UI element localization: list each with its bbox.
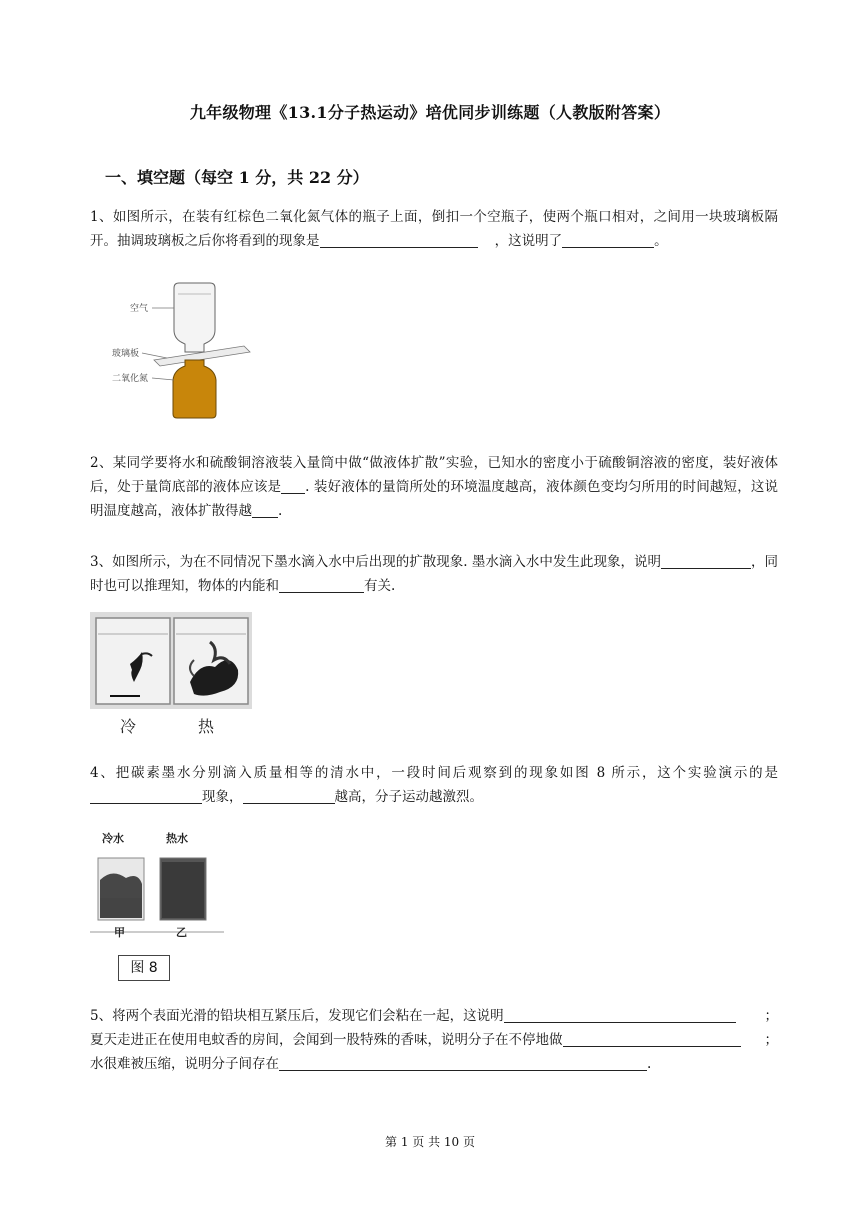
question-2	[90, 451, 778, 523]
q3-text-a: 3、如图所示，为在不同情况下墨水滴入水中后出现的扩散现象. 墨水滴入水中发生此现象，说明	[90, 554, 661, 570]
q5-text-c: 水很难被压缩，说明分子间存在	[90, 1056, 279, 1072]
q5-blank-3[interactable]	[279, 1055, 647, 1071]
q5-line-3	[90, 1052, 778, 1076]
q5-text-d: .	[647, 1056, 652, 1072]
label-jia: 甲	[114, 926, 125, 938]
q3-text-b: ，同时也可以推理知，物体的内能和	[90, 554, 778, 594]
question-5	[90, 1004, 778, 1076]
q4-text-a: 4、把碳素墨水分别滴入质量相等的清水中，一段时间后观察到的现象如图 8 所示，这个实验演示的是	[90, 765, 778, 781]
q5-blank-2[interactable]	[563, 1031, 741, 1047]
label-hot-water: 热水	[166, 832, 188, 845]
q1-blank-2[interactable]	[562, 232, 654, 248]
label-cold-water: 冷水	[102, 832, 124, 845]
q4-blank-1[interactable]	[90, 788, 202, 804]
figure-ink-beakers	[90, 612, 252, 737]
page-footer: 第 1 页 共 10 页	[385, 1135, 475, 1149]
q3-blank-2[interactable]	[279, 577, 364, 593]
section-heading: 一、填空题（每空 1 分，共 22 分）	[105, 168, 369, 187]
figure-bottles-no2	[112, 280, 282, 420]
q1-text-a: 1、如图所示，在装有红棕色二氧化氮气体的瓶子上面，倒扣一个空瓶子，使两个瓶口相对，之间用一块玻璃板隔开。抽调玻璃板之后你将看到的现象是	[90, 209, 778, 249]
q2-text-b: . 装好液体的量筒所处的环境温度越高，液体颜色变均匀所用的时间越短，这说明温度越高，液体扩散得越	[90, 479, 778, 519]
q3-text-c: 有关.	[364, 578, 396, 594]
q5-text-a: 5、将两个表面光滑的铅块相互紧压后，发现它们会粘在一起，这说明	[90, 1008, 504, 1024]
q4-blank-2[interactable]	[243, 788, 335, 804]
figure-water-beakers	[90, 828, 224, 938]
q2-blank-2[interactable]	[252, 502, 278, 518]
q5-line-1	[90, 1004, 778, 1028]
label-yi: 乙	[176, 926, 187, 938]
q2-blank-1[interactable]	[281, 478, 305, 494]
q1-blank-1[interactable]	[320, 232, 478, 248]
label-no2: 二氧化氮	[112, 374, 149, 384]
figure-8-label: 图 8	[118, 955, 170, 981]
q2-text-a: 2、某同学要将水和硫酸铜溶液装入量筒中做“做液体扩散”实验，已知水的密度小于硫酸铜溶液的密度，装好液体后，处于量筒底部的液体应该是	[90, 455, 778, 495]
q5-sep-1: ；	[764, 1008, 778, 1024]
question-4	[90, 761, 778, 809]
q5-text-b: 夏天走进正在使用电蚊香的房间，会闻到一股特殊的香味，说明分子在不停地做	[90, 1032, 563, 1048]
label-cold: 冷	[120, 717, 137, 736]
q1-text-c: 。	[654, 233, 668, 249]
document-title: 九年级物理《13.1分子热运动》培优同步训练题（人教版附答案）	[189, 103, 671, 122]
q1-text-b: ，这说明了	[494, 233, 563, 249]
label-air: 空气	[130, 304, 149, 314]
q2-text-c: .	[278, 503, 283, 519]
label-glass: 玻璃板	[112, 349, 140, 359]
q5-blank-1[interactable]	[504, 1007, 736, 1023]
question-1	[90, 205, 778, 253]
label-hot: 热	[198, 717, 215, 736]
q3-blank-1[interactable]	[661, 553, 751, 569]
q4-text-b: 现象，	[202, 789, 243, 805]
q5-sep-2: ；	[764, 1032, 778, 1048]
q5-line-2	[90, 1028, 778, 1052]
question-3	[90, 550, 778, 598]
q4-text-c: 越高，分子运动越激烈。	[334, 789, 483, 805]
